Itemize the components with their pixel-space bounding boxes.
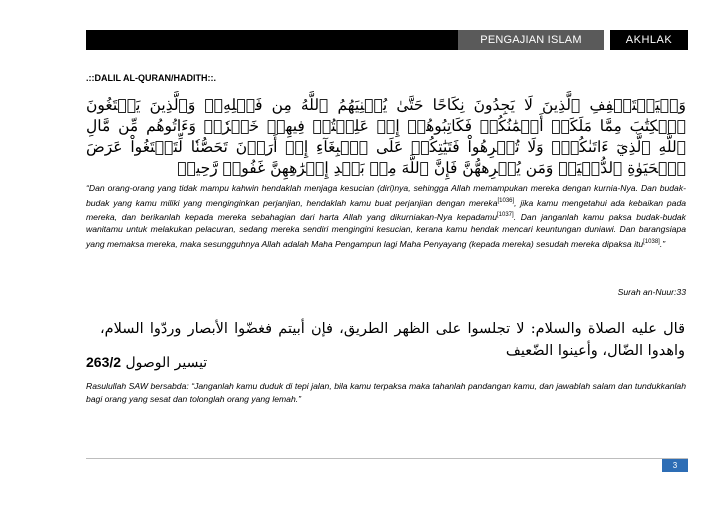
verse-reference: Surah an-Nuur:33 — [617, 287, 686, 297]
hadith-source — [86, 354, 207, 371]
hadith-source-title: تيسير الوصول — [125, 355, 208, 371]
page-footer — [86, 458, 688, 471]
translation-part-3: . Dan janganlah kamu paksa budak-budak wanitamu untuk melakukan pelacuran, sedang mereka sendiri mengingini kesucian, kerana kamu hendak mencari keuntungan duniawi. Dan barangsiapa yang memaksa mereka, maka sesungguhnya Allah adalah Maha Pengampun lagi Maha Penyayang (kepada mereka) sesudah mereka dipaksa itu — [86, 211, 686, 249]
translation-part-2: , jika kamu mengetahui ada kebaikan pada mereka, dan berikanlah kepada mereka sebahagian dari harta Allah yang dikurniakan-Nya kepadamu — [86, 197, 686, 222]
hadith-arabic: قال عليه الصلاة والسلام: لا تجلسوا على الظهر الطريق، فإن أبيتم فغضّوا الأبصار وردّوا السلام، واهدوا الضّال، وأعينوا الضّعيف — [100, 321, 685, 359]
header-bar — [86, 30, 458, 50]
translation-part-4: .” — [659, 238, 666, 249]
section-label: .::DALIL AL-QURAN/HADITH::. — [86, 73, 216, 83]
page-number-badge: 3 — [662, 459, 688, 472]
footnote-ref-1037[interactable]: [1037] — [497, 211, 514, 218]
translation-part-1: “Dan orang-orang yang tidak mampu kahwin hendaklah menjaga kesucian (diri)nya, sehingga Allah memampukan mereka dengan kurnia-Nya. Dan budak-budak yang kamu miliki yang menginginkan perjanjian, hendaklah kamu buat perjanjian dengan mereka — [86, 183, 686, 208]
verse-translation — [86, 182, 686, 250]
page-header — [86, 30, 688, 50]
footnote-ref-1038[interactable]: [1038] — [643, 238, 660, 245]
footnote-ref-1036[interactable]: [1036] — [497, 197, 515, 204]
hadith-source-number: 263/2 — [86, 354, 122, 370]
header-tab: AKHLAK — [610, 30, 688, 50]
hadith-translation: Rasulullah SAW bersabda: “Janganlah kamu duduk di tepi jalan, bila kamu terpaksa maka tahanlah pandangan kamu, dan jawablah salam dan tundukkanlah bagi orang yang sesat dan tolonglah orang yang lemah.” — [86, 381, 686, 404]
quran-verse-arabic: وَلۡيَسۡتَعۡفِفِ ٱلَّذِينَ لَا يَجِدُونَ نِكَاحًا حَتَّىٰ يُغۡنِيَهُمُ ٱللَّهُ مِن فَضۡلِهِۦۗ وَٱلَّذِينَ يَبۡتَغُونَ ٱلۡكِتَٰبَ مِمَّا مَلَكَتۡ أَيۡمَٰنُكُمۡ فَكَاتِبُوهُمۡ إِنۡ عَلِمۡتُمۡ فِيهِمۡ خَيۡرٗاۖ وَءَاتُوهُم مِّن مَّالِ ٱللَّهِ ٱلَّذِيٓ ءَاتَىٰكُمۡۚ وَلَا تُكۡرِهُواْ فَتَيَٰتِكُمۡ عَلَى ٱلۡبِغَآءِ إِنۡ أَرَدۡنَ تَحَصُّنٗا لِّتَبۡتَغُواْ عَرَضَ ٱلۡحَيَوٰةِ ٱلدُّنۡيَاۚ وَمَن يُكۡرِههُّنَّ فَإِنَّ ٱللَّهَ مِنۢ بَعۡدِ إِكۡرَٰهِهِنَّ غَفُورٞ رَّحِيمٞ — [86, 96, 686, 177]
header-subject: PENGAJIAN ISLAM — [458, 30, 604, 50]
